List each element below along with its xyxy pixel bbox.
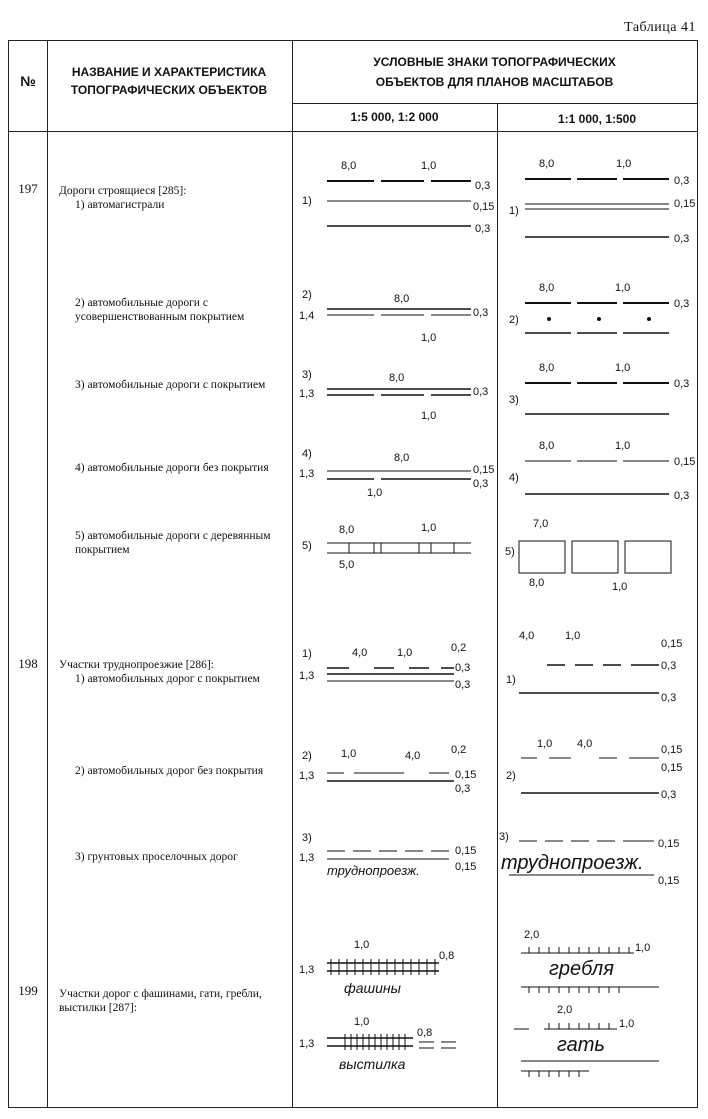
dim-label: 8,0 bbox=[539, 362, 555, 374]
dim-label: 1,0 bbox=[612, 581, 628, 593]
dim-label: 8,0 bbox=[539, 158, 555, 170]
header-scale-a: 1:5 000, 1:2 000 bbox=[350, 110, 439, 124]
symbols-drawing bbox=[9, 41, 697, 1107]
sign-197-1-a bbox=[302, 160, 494, 235]
dim-label: 8,0 bbox=[389, 372, 405, 384]
dim-label: 0,3 bbox=[455, 783, 471, 795]
header-name: НАЗВАНИЕ И ХАРАКТЕРИСТИКА ТОПОГРАФИЧЕСКИХ ОБЪЕКТОВ bbox=[70, 65, 268, 97]
sign-num: 5) bbox=[505, 546, 515, 558]
dim-label: 0,8 bbox=[417, 1027, 433, 1039]
dim-label: 0,15 bbox=[661, 744, 683, 756]
sign-198-3-b bbox=[499, 831, 679, 887]
row-197-item4: 4) автомобильные дороги без покрытия bbox=[75, 462, 269, 474]
sign-198-1-a bbox=[299, 642, 470, 691]
sign-num: 3) bbox=[302, 369, 312, 381]
dim-label: 0,3 bbox=[661, 692, 677, 704]
word-gat: гать bbox=[557, 1034, 605, 1056]
sign-198-3-a bbox=[299, 832, 476, 878]
sign-197-5-a bbox=[302, 522, 471, 571]
sign-197-3-b bbox=[509, 362, 689, 414]
dim-label: 1,0 bbox=[354, 1016, 370, 1028]
dim-label: 0,8 bbox=[439, 950, 455, 962]
dim-label: 0,15 bbox=[455, 845, 477, 857]
dim-label: 1,0 bbox=[565, 630, 581, 642]
sign-num: 4) bbox=[509, 472, 519, 484]
dim-label: 8,0 bbox=[339, 524, 355, 536]
word-fashiny: фашины bbox=[344, 980, 401, 996]
dim-label: 0,2 bbox=[451, 744, 467, 756]
dim-label: 0,3 bbox=[475, 180, 491, 192]
dim-label: 8,0 bbox=[341, 160, 357, 172]
dim-label: 1,0 bbox=[616, 158, 632, 170]
dim-label: 1,3 bbox=[299, 670, 315, 682]
dim-label: 1,0 bbox=[397, 647, 413, 659]
sign-num: 2) bbox=[506, 770, 516, 782]
dim-label: 4,0 bbox=[405, 750, 421, 762]
dim-label: 1,0 bbox=[341, 748, 357, 760]
dim-label: 1,0 bbox=[619, 1018, 635, 1030]
dim-label: 1,0 bbox=[421, 410, 437, 422]
dim-label: 0,3 bbox=[661, 660, 677, 672]
row-199-desc: Участки дорог с фашинами, гати, гребли, выстилки [287]: bbox=[59, 988, 262, 1015]
dim-label: 8,0 bbox=[394, 293, 410, 305]
dim-label: 0,3 bbox=[674, 378, 690, 390]
dim-label: 1,3 bbox=[299, 770, 315, 782]
dim-label: 1,4 bbox=[299, 310, 315, 322]
dim-label: 0,3 bbox=[475, 223, 491, 235]
sign-199-gat bbox=[514, 1004, 659, 1077]
sign-197-2-b bbox=[509, 282, 689, 333]
sign-199-greblya bbox=[521, 929, 659, 993]
dim-label: 8,0 bbox=[539, 282, 555, 294]
dim-label: 1,0 bbox=[537, 738, 553, 750]
sign-num: 5) bbox=[302, 540, 312, 552]
dim-label: 0,15 bbox=[455, 861, 477, 873]
sign-num: 2) bbox=[302, 289, 312, 301]
row-197-item1: 1) автомагистрали bbox=[75, 199, 165, 212]
header-scale-b: 1:1 000, 1:500 bbox=[557, 112, 637, 126]
row-197-item2: 2) автомобильные дороги с усовершенствованным покрытием bbox=[75, 297, 245, 324]
dim-label: 8,0 bbox=[394, 452, 410, 464]
header-num: № bbox=[20, 73, 36, 89]
dim-label: 1,0 bbox=[615, 362, 631, 374]
dim-label: 4,0 bbox=[577, 738, 593, 750]
word-greblya: гребля bbox=[549, 958, 614, 980]
dim-label: 1,0 bbox=[367, 487, 383, 499]
sign-197-1-b bbox=[509, 158, 695, 245]
word-vystilka: выстилка bbox=[339, 1056, 406, 1072]
dim-label: 0,3 bbox=[473, 386, 489, 398]
dim-label: 1,3 bbox=[299, 388, 315, 400]
row-197-item3: 3) автомобильные дороги с покрытием bbox=[75, 379, 266, 391]
dim-label: 0,15 bbox=[455, 769, 477, 781]
row-num-199: 199 bbox=[18, 983, 38, 998]
dim-label: 0,15 bbox=[473, 464, 495, 476]
dim-label: 0,3 bbox=[674, 233, 690, 245]
row-num-198: 198 bbox=[18, 656, 38, 671]
sign-197-2-a bbox=[299, 289, 488, 344]
dim-label: 1,0 bbox=[421, 522, 437, 534]
sign-num: 1) bbox=[506, 674, 516, 686]
dim-label: 0,15 bbox=[658, 838, 680, 850]
sign-199-vystilka bbox=[299, 1016, 456, 1072]
sign-num: 3) bbox=[509, 394, 519, 406]
dim-label: 7,0 bbox=[533, 518, 549, 530]
sign-197-4-a bbox=[299, 448, 494, 499]
row-198-item2: 2) автомобильных дорог без покрытия bbox=[75, 765, 264, 777]
sign-197-5-b bbox=[505, 518, 671, 593]
dim-label: 1,0 bbox=[354, 939, 370, 951]
symbols-table bbox=[8, 40, 698, 1108]
row-198-item3: 3) грунтовых проселочных дорог bbox=[75, 851, 238, 863]
sign-198-2-b bbox=[506, 738, 682, 801]
row-197-item5: 5) автомобильные дороги с деревянным покрытием bbox=[75, 530, 271, 557]
sign-199-fashiny bbox=[299, 939, 454, 996]
dim-label: 1,0 bbox=[421, 160, 437, 172]
row-198-item1: 1) автомобильных дорог с покрытием bbox=[75, 673, 260, 686]
row-198-title: Участки труднопроезжие [286]: bbox=[59, 659, 214, 671]
header-signs-line2: ОБЪЕКТОВ ДЛЯ ПЛАНОВ МАСШТАБОВ bbox=[375, 75, 614, 89]
dim-label: 4,0 bbox=[352, 647, 368, 659]
dim-label: 1,3 bbox=[299, 852, 315, 864]
dim-label: 0,3 bbox=[455, 662, 471, 674]
dim-label: 2,0 bbox=[524, 929, 540, 941]
sign-198-2-a bbox=[299, 744, 476, 795]
row-197-title: Дороги строящиеся [285]: bbox=[59, 185, 187, 197]
sign-num: 3) bbox=[499, 831, 509, 843]
sign-num: 2) bbox=[509, 314, 519, 326]
dim-label: 0,3 bbox=[473, 478, 489, 490]
dim-label: 0,15 bbox=[658, 875, 680, 887]
dim-label: 0,15 bbox=[661, 762, 683, 774]
dim-label: 1,3 bbox=[299, 964, 315, 976]
row-num-197: 197 bbox=[18, 181, 38, 196]
dim-label: 0,3 bbox=[674, 175, 690, 187]
dim-label: 0,3 bbox=[674, 490, 690, 502]
sign-198-1-b bbox=[506, 630, 682, 704]
dim-label: 0,15 bbox=[473, 201, 495, 213]
dim-label: 1,0 bbox=[615, 282, 631, 294]
dim-label: 8,0 bbox=[539, 440, 555, 452]
dim-label: 0,3 bbox=[674, 298, 690, 310]
word-trudnoproezzh: труднопроезж. bbox=[327, 863, 420, 878]
dim-label: 5,0 bbox=[339, 559, 355, 571]
dim-label: 1,0 bbox=[635, 942, 651, 954]
sign-num: 1) bbox=[302, 648, 312, 660]
sign-num: 1) bbox=[509, 205, 519, 217]
dim-label: 0,2 bbox=[451, 642, 467, 654]
dim-label: 8,0 bbox=[529, 577, 545, 589]
dim-label: 0,3 bbox=[455, 679, 471, 691]
dim-label: 1,3 bbox=[299, 468, 315, 480]
dim-label: 1,0 bbox=[615, 440, 631, 452]
dim-label: 0,3 bbox=[661, 789, 677, 801]
dim-label: 0,15 bbox=[661, 638, 683, 650]
table-caption: Таблица 41 bbox=[624, 20, 696, 35]
dim-label: 0,15 bbox=[674, 198, 696, 210]
dim-label: 2,0 bbox=[557, 1004, 573, 1016]
sign-197-3-a bbox=[299, 369, 488, 422]
word-trudnoproezzh-large: труднопроезж. bbox=[501, 852, 644, 874]
dim-label: 1,0 bbox=[421, 332, 437, 344]
sign-num: 1) bbox=[302, 195, 312, 207]
dim-label: 0,15 bbox=[674, 456, 696, 468]
sign-num: 4) bbox=[302, 448, 312, 460]
sign-num: 3) bbox=[302, 832, 312, 844]
sign-num: 2) bbox=[302, 750, 312, 762]
header-signs-line1: УСЛОВНЫЕ ЗНАКИ ТОПОГРАФИЧЕСКИХ bbox=[373, 55, 616, 69]
dim-label: 4,0 bbox=[519, 630, 535, 642]
sign-197-4-b bbox=[509, 440, 695, 502]
dim-label: 1,3 bbox=[299, 1038, 315, 1050]
dim-label: 0,3 bbox=[473, 307, 489, 319]
